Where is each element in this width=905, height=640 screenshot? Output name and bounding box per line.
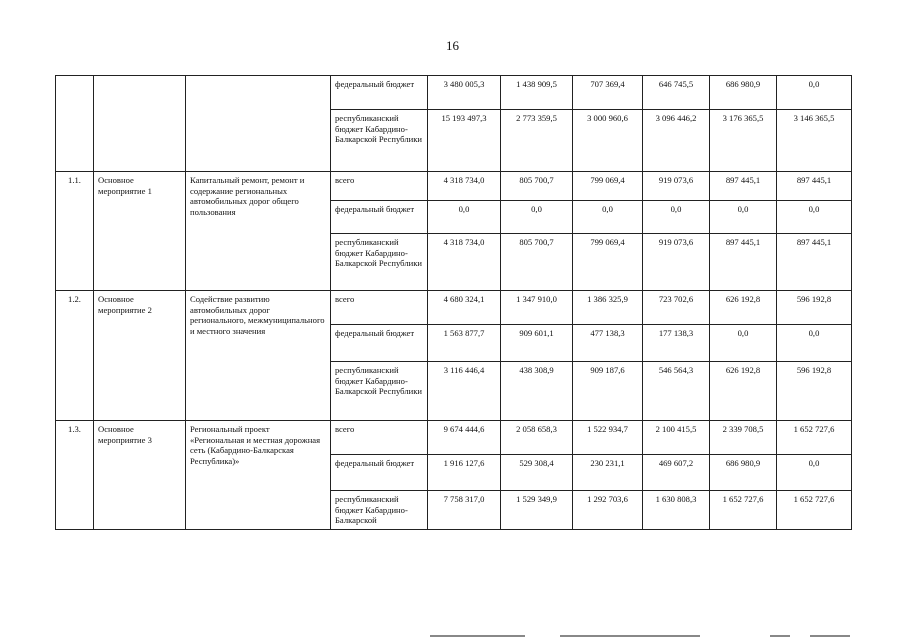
amount-cell: 546 564,3 [643,362,710,421]
funding-source: республиканский бюджет Кабардино-Балкарской Республики [331,110,428,172]
amount-cell: 0,0 [710,201,777,234]
amount-cell: 626 192,8 [710,362,777,421]
amount-cell: 2 773 359,5 [501,110,573,172]
amount-cell: 626 192,8 [710,291,777,325]
funding-source: республиканский бюджет Кабардино-Балкарской Республики [331,234,428,291]
amount-cell: 909 601,1 [501,325,573,362]
table-row [56,421,852,455]
amount-cell: 477 138,3 [573,325,643,362]
amount-cell: 596 192,8 [777,362,852,421]
amount-cell: 230 231,1 [573,455,643,491]
row-index: 1.1. [56,172,94,291]
amount-cell: 3 096 446,2 [643,110,710,172]
amount-cell: 897 445,1 [710,234,777,291]
amount-cell: 438 308,9 [501,362,573,421]
row-description: Региональный проект «Региональная и местная дорожная сеть (Кабардино-Балкарская Республика)» [186,421,331,530]
funding-source: всего [331,172,428,201]
amount-cell: 0,0 [573,201,643,234]
amount-cell: 646 745,5 [643,76,710,110]
funding-source: федеральный бюджет [331,201,428,234]
amount-cell: 0,0 [428,201,501,234]
row-description: Капитальный ремонт, ремонт и содержание региональных автомобильных дорог общего пользования [186,172,331,291]
amount-cell: 7 758 317,0 [428,491,501,530]
amount-cell: 799 069,4 [573,234,643,291]
funding-source: республиканский бюджет Кабардино-Балкарской [331,491,428,530]
amount-cell: 2 339 708,5 [710,421,777,455]
row-label [94,76,186,172]
table-row [56,172,852,201]
amount-cell: 177 138,3 [643,325,710,362]
amount-cell: 4 318 734,0 [428,234,501,291]
amount-cell: 897 445,1 [710,172,777,201]
funding-source: федеральный бюджет [331,455,428,491]
amount-cell: 897 445,1 [777,234,852,291]
amount-cell: 723 702,6 [643,291,710,325]
amount-cell: 0,0 [777,201,852,234]
amount-cell: 1 652 727,6 [710,491,777,530]
amount-cell: 1 652 727,6 [777,421,852,455]
amount-cell: 686 980,9 [710,76,777,110]
amount-cell: 529 308,4 [501,455,573,491]
amount-cell: 3 146 365,5 [777,110,852,172]
amount-cell: 707 369,4 [573,76,643,110]
amount-cell: 4 318 734,0 [428,172,501,201]
amount-cell: 919 073,6 [643,234,710,291]
funding-source: всего [331,421,428,455]
amount-cell: 919 073,6 [643,172,710,201]
page-number: 16 [446,38,459,53]
amount-cell: 15 193 497,3 [428,110,501,172]
amount-cell: 1 529 349,9 [501,491,573,530]
row-label: Основное мероприятие 3 [94,421,186,530]
amount-cell: 2 058 658,3 [501,421,573,455]
budget-table [55,75,852,530]
amount-cell: 1 563 877,7 [428,325,501,362]
amount-cell: 596 192,8 [777,291,852,325]
amount-cell: 1 438 909,5 [501,76,573,110]
amount-cell: 1 652 727,6 [777,491,852,530]
amount-cell: 0,0 [777,76,852,110]
amount-cell: 2 100 415,5 [643,421,710,455]
amount-cell: 0,0 [777,455,852,491]
row-index [56,76,94,172]
amount-cell: 469 607,2 [643,455,710,491]
amount-cell: 1 522 934,7 [573,421,643,455]
amount-cell: 897 445,1 [777,172,852,201]
scan-artifact [0,635,905,638]
amount-cell: 0,0 [643,201,710,234]
amount-cell: 805 700,7 [501,234,573,291]
amount-cell: 3 480 005,3 [428,76,501,110]
amount-cell: 4 680 324,1 [428,291,501,325]
funding-source: федеральный бюджет [331,325,428,362]
amount-cell: 909 187,6 [573,362,643,421]
table-row [56,291,852,325]
amount-cell: 1 347 910,0 [501,291,573,325]
amount-cell: 1 916 127,6 [428,455,501,491]
row-index: 1.3. [56,421,94,530]
amount-cell: 3 176 365,5 [710,110,777,172]
funding-source: республиканский бюджет Кабардино-Балкарской Республики [331,362,428,421]
amount-cell: 1 292 703,6 [573,491,643,530]
amount-cell: 799 069,4 [573,172,643,201]
amount-cell: 805 700,7 [501,172,573,201]
amount-cell: 0,0 [501,201,573,234]
amount-cell: 0,0 [710,325,777,362]
amount-cell: 3 116 446,4 [428,362,501,421]
amount-cell: 686 980,9 [710,455,777,491]
row-description: Содействие развитию автомобильных дорог регионального, межмуниципального и местного значения [186,291,331,421]
amount-cell: 0,0 [777,325,852,362]
amount-cell: 1 386 325,9 [573,291,643,325]
funding-source: федеральный бюджет [331,76,428,110]
amount-cell: 9 674 444,6 [428,421,501,455]
row-index: 1.2. [56,291,94,421]
amount-cell: 3 000 960,6 [573,110,643,172]
row-label: Основное мероприятие 1 [94,172,186,291]
row-label: Основное мероприятие 2 [94,291,186,421]
table-row [56,76,852,110]
funding-source: всего [331,291,428,325]
row-description [186,76,331,172]
amount-cell: 1 630 808,3 [643,491,710,530]
